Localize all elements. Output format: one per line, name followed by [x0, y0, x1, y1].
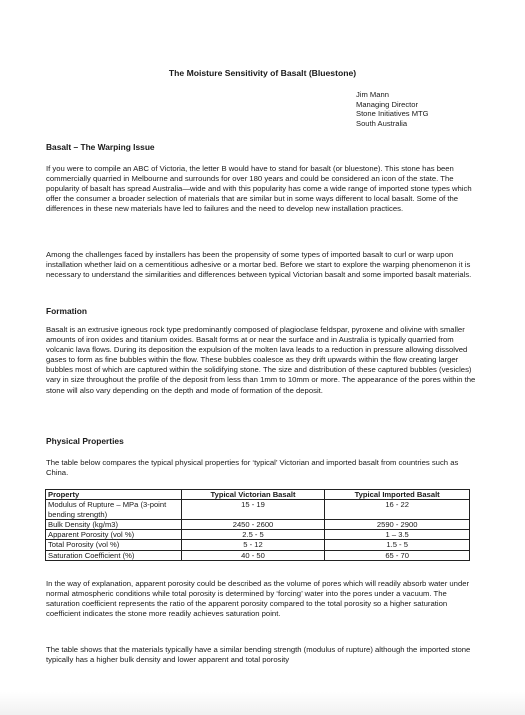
table-cell-property: Apparent Porosity (vol %)	[46, 530, 182, 540]
paragraph-warping-1: If you were to compile an ABC of Victoria, the letter B would have to stand for basalt (or bluestone). This stone has been commercially quarried in Melbourne and surrounds for over 180 years and could be considered an icon of the state. The popularity of basalt has spread Australia—wide and with this popularity has come a wide range of imported stone types which offer the consumer a broader selection of materials that are similar but in some ways different to local basalt. Some of the differences in these new materials have led to failures and the need to develop new installation practices.	[46, 164, 472, 214]
document-title: The Moisture Sensitivity of Basalt (Bluestone)	[168, 68, 357, 78]
table-cell-property: Modulus of Rupture – MPa (3-point bending strength)	[46, 500, 182, 520]
table-cell-value: 16 - 22	[325, 500, 470, 520]
table-row	[46, 540, 470, 550]
table-cell-property: Saturation Coefficient (%)	[46, 550, 182, 560]
table-cell-value: 2450 - 2600	[181, 519, 325, 529]
table-cell-property: Bulk Density (kg/m3)	[46, 519, 182, 529]
table-cell-value: 40 - 50	[181, 550, 325, 560]
paragraph-explanation: In the way of explanation, apparent porosity could be described as the volume of pores which will readily absorb water under normal atmospheric conditions while total porosity is determined by ‘forcing’ water into the pores under a vacuum. The saturation coefficient represents the ratio of the apparent porosity compared to the total porosity so a higher saturation coefficient indicates the stone more readily achieves saturation point.	[46, 579, 470, 619]
page-bottom-edge	[0, 692, 525, 715]
table-row	[46, 530, 470, 540]
table-header-cell: Typical Victorian Basalt	[181, 490, 325, 500]
table-cell-value: 1.5 - 5	[325, 540, 470, 550]
author-name: Jim Mann	[356, 90, 389, 99]
table-cell-value: 65 - 70	[325, 550, 470, 560]
paragraph-table-summary: The table shows that the materials typically have a similar bending strength (modulus of rupture) although the imported stone typically has a higher bulk density and lower apparent and total porosity	[46, 645, 471, 665]
author-location: South Australia	[356, 118, 408, 128]
paragraph-warping-2: Among the challenges faced by installers has been the propensity of some types of imported basalt to curl or warp upon installation whether laid on a cementitious adhesive or a mortar bed. Before we start to explore the warping phenomenon it is necessary to understand the similarities and differences between typical Victorian basalt and some imported basalt materials.	[46, 250, 472, 280]
author-company: Stone Initiatives MTG	[356, 109, 429, 119]
author-role: Managing Director	[356, 99, 419, 109]
section-heading-physical-properties: Physical Properties	[46, 436, 124, 446]
physical-properties-table	[45, 489, 470, 561]
table-row	[46, 500, 470, 520]
paragraph-formation: Basalt is an extrusive igneous rock type predominantly composed of plagioclase feldspar, pyroxene and olivine with smaller amounts of iron oxides and titanium oxides. Basalt forms at or near the surface and in Australia is typically quarried from volcanic lava flows. During its deposition the expulsion of the molten lava leads to a reduction in pressure allowing dissolved gases to form as fine bubbles within the flow. These bubbles coalesce as they drift upwards within the flow creating larger bubbles most of which are captured within the solidifying stone. The size and distribution of these captured bubbles (vesicles) vary in size throughout the profile of the deposit from less than 1mm to 10mm or more. The appearance of the pores within the stone will also vary depending on the depth and mode of formation of the deposit.	[46, 325, 476, 395]
table-row	[46, 519, 470, 529]
table-cell-value: 2590 - 2900	[325, 519, 470, 529]
table-cell-property: Total Porosity (vol %)	[46, 540, 182, 550]
table-header-cell: Property	[46, 490, 182, 500]
table-header-cell: Typical Imported Basalt	[325, 490, 470, 500]
table-header-row	[46, 490, 470, 500]
section-heading-warping: Basalt – The Warping Issue	[46, 142, 155, 152]
section-heading-formation: Formation	[46, 306, 87, 316]
table-cell-value: 2.5 - 5	[181, 530, 325, 540]
table-cell-value: 15 - 19	[181, 500, 325, 520]
author-block	[356, 90, 429, 128]
paragraph-physical-properties: The table below compares the typical physical properties for ‘typical’ Victorian and imported basalt from countries such as China.	[46, 458, 459, 478]
table-row	[46, 550, 470, 560]
table-cell-value: 1 – 3.5	[325, 530, 470, 540]
table-cell-value: 5 - 12	[181, 540, 325, 550]
